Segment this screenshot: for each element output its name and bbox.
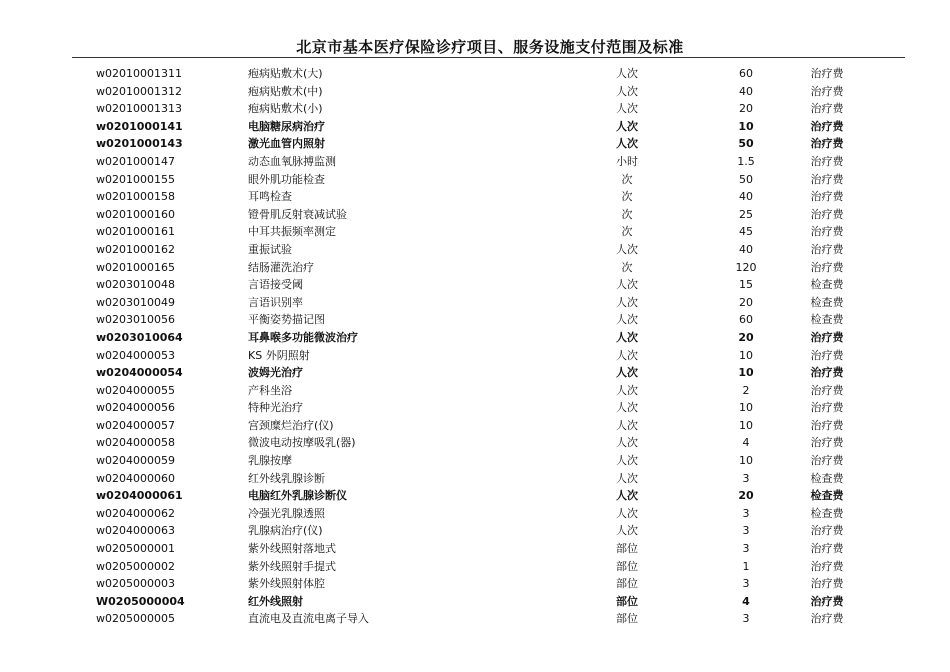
item-unit: 次 bbox=[621, 207, 633, 221]
item-code: W0205000004 bbox=[96, 594, 185, 608]
item-unit: 人次 bbox=[616, 330, 638, 344]
item-price: 1.5 bbox=[737, 154, 755, 168]
item-code: w0201000141 bbox=[96, 119, 183, 133]
item-code: w0204000061 bbox=[96, 489, 183, 503]
table-row bbox=[0, 276, 950, 294]
item-name: 微波电动按摩吸乳(器) bbox=[248, 436, 356, 450]
item-code: w0204000060 bbox=[96, 471, 175, 485]
item-price: 4 bbox=[742, 594, 750, 608]
item-name: 中耳共振频率测定 bbox=[248, 225, 336, 239]
item-code: w0204000062 bbox=[96, 506, 175, 520]
table-row bbox=[0, 470, 950, 488]
item-code: w0204000056 bbox=[96, 401, 175, 415]
item-category: 检查费 bbox=[810, 278, 844, 292]
item-category: 检查费 bbox=[810, 506, 844, 520]
table-row bbox=[0, 575, 950, 593]
page-title: 北京市基本医疗保险诊疗项目、服务设施支付范围及标准 bbox=[296, 38, 684, 56]
table-row bbox=[0, 83, 950, 101]
item-code: w0204000053 bbox=[96, 348, 175, 362]
item-code: w0201000162 bbox=[96, 242, 175, 256]
item-unit: 人次 bbox=[616, 524, 638, 538]
item-unit: 次 bbox=[621, 225, 633, 239]
item-code: w0204000057 bbox=[96, 418, 175, 432]
item-code: w0201000155 bbox=[96, 172, 175, 186]
item-price: 4 bbox=[742, 436, 750, 450]
item-category: 治疗费 bbox=[810, 119, 844, 133]
item-unit: 人次 bbox=[616, 401, 638, 415]
table-row bbox=[0, 206, 950, 224]
item-unit: 次 bbox=[621, 172, 633, 186]
item-price: 40 bbox=[739, 242, 753, 256]
item-category: 检查费 bbox=[810, 489, 844, 503]
item-name: 电脑糖尿病治疗 bbox=[248, 119, 325, 133]
item-price: 3 bbox=[742, 471, 750, 485]
item-price: 3 bbox=[742, 542, 750, 556]
item-price: 10 bbox=[739, 401, 753, 415]
title-underline bbox=[72, 57, 905, 58]
item-category: 治疗费 bbox=[810, 612, 844, 626]
item-price: 20 bbox=[738, 330, 754, 344]
table-row bbox=[0, 399, 950, 417]
table-row bbox=[0, 294, 950, 312]
item-code: w0205000001 bbox=[96, 542, 175, 556]
table-row bbox=[0, 188, 950, 206]
item-unit: 人次 bbox=[616, 67, 638, 80]
table-row bbox=[0, 522, 950, 540]
item-category: 治疗费 bbox=[810, 242, 844, 256]
item-unit: 人次 bbox=[616, 418, 638, 432]
table-row bbox=[0, 610, 950, 628]
item-name: 疱病贴敷术(中) bbox=[248, 84, 323, 98]
item-name: 电脑红外乳腺诊断仪 bbox=[248, 489, 347, 503]
item-unit: 人次 bbox=[616, 295, 638, 309]
item-name: 红外线照射 bbox=[248, 594, 303, 608]
item-price: 15 bbox=[739, 278, 753, 292]
item-category: 治疗费 bbox=[810, 542, 844, 556]
item-category: 治疗费 bbox=[810, 418, 844, 432]
item-code: w0205000003 bbox=[96, 577, 175, 591]
item-name: 红外线乳腺诊断 bbox=[248, 471, 325, 485]
item-code: w0204000055 bbox=[96, 383, 175, 397]
table-row bbox=[0, 540, 950, 558]
item-price: 20 bbox=[739, 295, 753, 309]
item-category: 治疗费 bbox=[810, 401, 844, 415]
item-name: 直流电及直流电离子导入 bbox=[248, 612, 369, 626]
item-price: 60 bbox=[739, 313, 753, 327]
table-row bbox=[0, 171, 950, 189]
item-price: 40 bbox=[739, 190, 753, 204]
item-code: w0203010056 bbox=[96, 313, 175, 327]
item-price: 10 bbox=[739, 418, 753, 432]
item-code: w02010001312 bbox=[96, 84, 182, 98]
table-row bbox=[0, 100, 950, 118]
item-price: 3 bbox=[742, 612, 750, 626]
item-unit: 部位 bbox=[616, 594, 638, 608]
item-category: 检查费 bbox=[810, 471, 844, 485]
item-category: 治疗费 bbox=[810, 524, 844, 538]
item-price: 45 bbox=[739, 225, 753, 239]
item-code: w0204000059 bbox=[96, 454, 175, 468]
item-price: 50 bbox=[739, 172, 753, 186]
item-unit: 人次 bbox=[616, 102, 638, 116]
item-unit: 人次 bbox=[616, 383, 638, 397]
item-category: 治疗费 bbox=[810, 436, 844, 450]
item-name: 疱病贴敷术(大) bbox=[248, 67, 323, 80]
table-row bbox=[0, 417, 950, 435]
item-code: w0203010048 bbox=[96, 278, 175, 292]
item-name: 动态血氧脉搏监测 bbox=[248, 154, 336, 168]
item-code: w0203010064 bbox=[96, 330, 183, 344]
item-name: 宫颈糜烂治疗(仪) bbox=[248, 418, 334, 432]
item-price: 10 bbox=[739, 454, 753, 468]
item-table bbox=[0, 65, 950, 628]
item-name: 产科坐浴 bbox=[248, 383, 292, 397]
item-category: 治疗费 bbox=[810, 577, 844, 591]
item-code: w0201000158 bbox=[96, 190, 175, 204]
item-code: w0204000054 bbox=[96, 366, 183, 380]
table-row bbox=[0, 259, 950, 277]
item-price: 10 bbox=[738, 366, 754, 380]
item-unit: 人次 bbox=[616, 278, 638, 292]
item-name: 结肠灌洗治疗 bbox=[248, 260, 314, 274]
item-category: 治疗费 bbox=[810, 207, 844, 221]
item-category: 治疗费 bbox=[810, 84, 844, 98]
item-unit: 人次 bbox=[616, 436, 638, 450]
item-name: 眼外肌功能检查 bbox=[248, 172, 325, 186]
item-unit: 人次 bbox=[616, 489, 638, 503]
item-category: 检查费 bbox=[810, 313, 844, 327]
table-row bbox=[0, 505, 950, 523]
table-row bbox=[0, 118, 950, 136]
item-code: w0201000160 bbox=[96, 207, 175, 221]
table-row bbox=[0, 223, 950, 241]
item-unit: 人次 bbox=[616, 84, 638, 98]
item-code: w02010001313 bbox=[96, 102, 182, 116]
item-name: 特种光治疗 bbox=[248, 401, 303, 415]
item-category: 治疗费 bbox=[810, 348, 844, 362]
item-code: w0201000143 bbox=[96, 137, 183, 151]
item-name: 疱病贴敷术(小) bbox=[248, 102, 323, 116]
item-name: 耳鸣检查 bbox=[248, 190, 292, 204]
item-unit: 小时 bbox=[616, 154, 638, 168]
item-name: 激光血管内照射 bbox=[248, 137, 325, 151]
table-row bbox=[0, 135, 950, 153]
item-name: 重振试验 bbox=[248, 242, 292, 256]
item-category: 治疗费 bbox=[810, 67, 844, 80]
item-name: 耳鼻喉多功能微波治疗 bbox=[248, 330, 358, 344]
item-unit: 部位 bbox=[616, 577, 638, 591]
item-unit: 人次 bbox=[616, 119, 638, 133]
table-row bbox=[0, 311, 950, 329]
item-name: 紫外线照射手提式 bbox=[248, 559, 336, 573]
item-category: 治疗费 bbox=[810, 137, 844, 151]
item-code: w0205000002 bbox=[96, 559, 175, 573]
item-category: 治疗费 bbox=[810, 594, 844, 608]
item-unit: 部位 bbox=[616, 612, 638, 626]
item-unit: 人次 bbox=[616, 471, 638, 485]
item-unit: 次 bbox=[621, 260, 633, 274]
item-unit: 人次 bbox=[616, 366, 638, 380]
item-code: w02010001311 bbox=[96, 67, 182, 80]
item-unit: 人次 bbox=[616, 348, 638, 362]
item-price: 20 bbox=[738, 489, 754, 503]
item-name: 冷强光乳腺透照 bbox=[248, 506, 325, 520]
table-row bbox=[0, 65, 950, 83]
table-row bbox=[0, 487, 950, 505]
item-name: 镫骨肌反射衰减试验 bbox=[248, 207, 347, 221]
item-price: 3 bbox=[742, 506, 750, 520]
item-name: 紫外线照射落地式 bbox=[248, 542, 336, 556]
item-code: w0204000058 bbox=[96, 436, 175, 450]
item-price: 3 bbox=[742, 577, 750, 591]
item-name: 言语识别率 bbox=[248, 295, 303, 309]
item-code: w0203010049 bbox=[96, 295, 175, 309]
item-code: w0204000063 bbox=[96, 524, 175, 538]
item-category: 治疗费 bbox=[810, 366, 844, 380]
item-category: 治疗费 bbox=[810, 172, 844, 186]
item-category: 治疗费 bbox=[810, 260, 844, 274]
item-category: 治疗费 bbox=[810, 102, 844, 116]
table-row bbox=[0, 329, 950, 347]
item-price: 25 bbox=[739, 207, 753, 221]
item-code: w0201000147 bbox=[96, 154, 175, 168]
table-row bbox=[0, 593, 950, 611]
item-name: 平衡姿势描记图 bbox=[248, 313, 325, 327]
item-price: 60 bbox=[739, 67, 753, 80]
item-unit: 人次 bbox=[616, 313, 638, 327]
item-code: w0205000005 bbox=[96, 612, 175, 626]
table-row bbox=[0, 452, 950, 470]
table-row bbox=[0, 364, 950, 382]
item-category: 治疗费 bbox=[810, 190, 844, 204]
item-price: 1 bbox=[742, 559, 750, 573]
item-name: 言语接受阈 bbox=[248, 278, 303, 292]
item-category: 治疗费 bbox=[810, 330, 844, 344]
item-price: 2 bbox=[742, 383, 750, 397]
item-category: 治疗费 bbox=[810, 383, 844, 397]
item-code: w0201000165 bbox=[96, 260, 175, 274]
item-price: 10 bbox=[738, 119, 754, 133]
item-name: KS 外阴照射 bbox=[248, 348, 310, 362]
item-name: 波姆光治疗 bbox=[248, 366, 303, 380]
item-name: 乳腺病治疗(仪) bbox=[248, 524, 323, 538]
item-name: 乳腺按摩 bbox=[248, 454, 292, 468]
item-price: 40 bbox=[739, 84, 753, 98]
item-category: 检查费 bbox=[810, 295, 844, 309]
item-category: 治疗费 bbox=[810, 154, 844, 168]
item-unit: 人次 bbox=[616, 506, 638, 520]
item-category: 治疗费 bbox=[810, 225, 844, 239]
item-code: w0201000161 bbox=[96, 225, 175, 239]
table-row bbox=[0, 241, 950, 259]
item-name: 紫外线照射体腔 bbox=[248, 577, 325, 591]
item-unit: 次 bbox=[621, 190, 633, 204]
item-unit: 部位 bbox=[616, 542, 638, 556]
item-price: 10 bbox=[739, 348, 753, 362]
table-row bbox=[0, 347, 950, 365]
item-unit: 人次 bbox=[616, 137, 638, 151]
item-unit: 人次 bbox=[616, 454, 638, 468]
table-row bbox=[0, 434, 950, 452]
table-row bbox=[0, 153, 950, 171]
item-price: 3 bbox=[742, 524, 750, 538]
item-price: 120 bbox=[735, 260, 757, 274]
item-category: 治疗费 bbox=[810, 559, 844, 573]
table-row bbox=[0, 382, 950, 400]
item-category: 治疗费 bbox=[810, 454, 844, 468]
table-row bbox=[0, 558, 950, 576]
item-unit: 部位 bbox=[616, 559, 638, 573]
item-unit: 人次 bbox=[616, 242, 638, 256]
item-price: 50 bbox=[738, 137, 754, 151]
item-price: 20 bbox=[739, 102, 753, 116]
